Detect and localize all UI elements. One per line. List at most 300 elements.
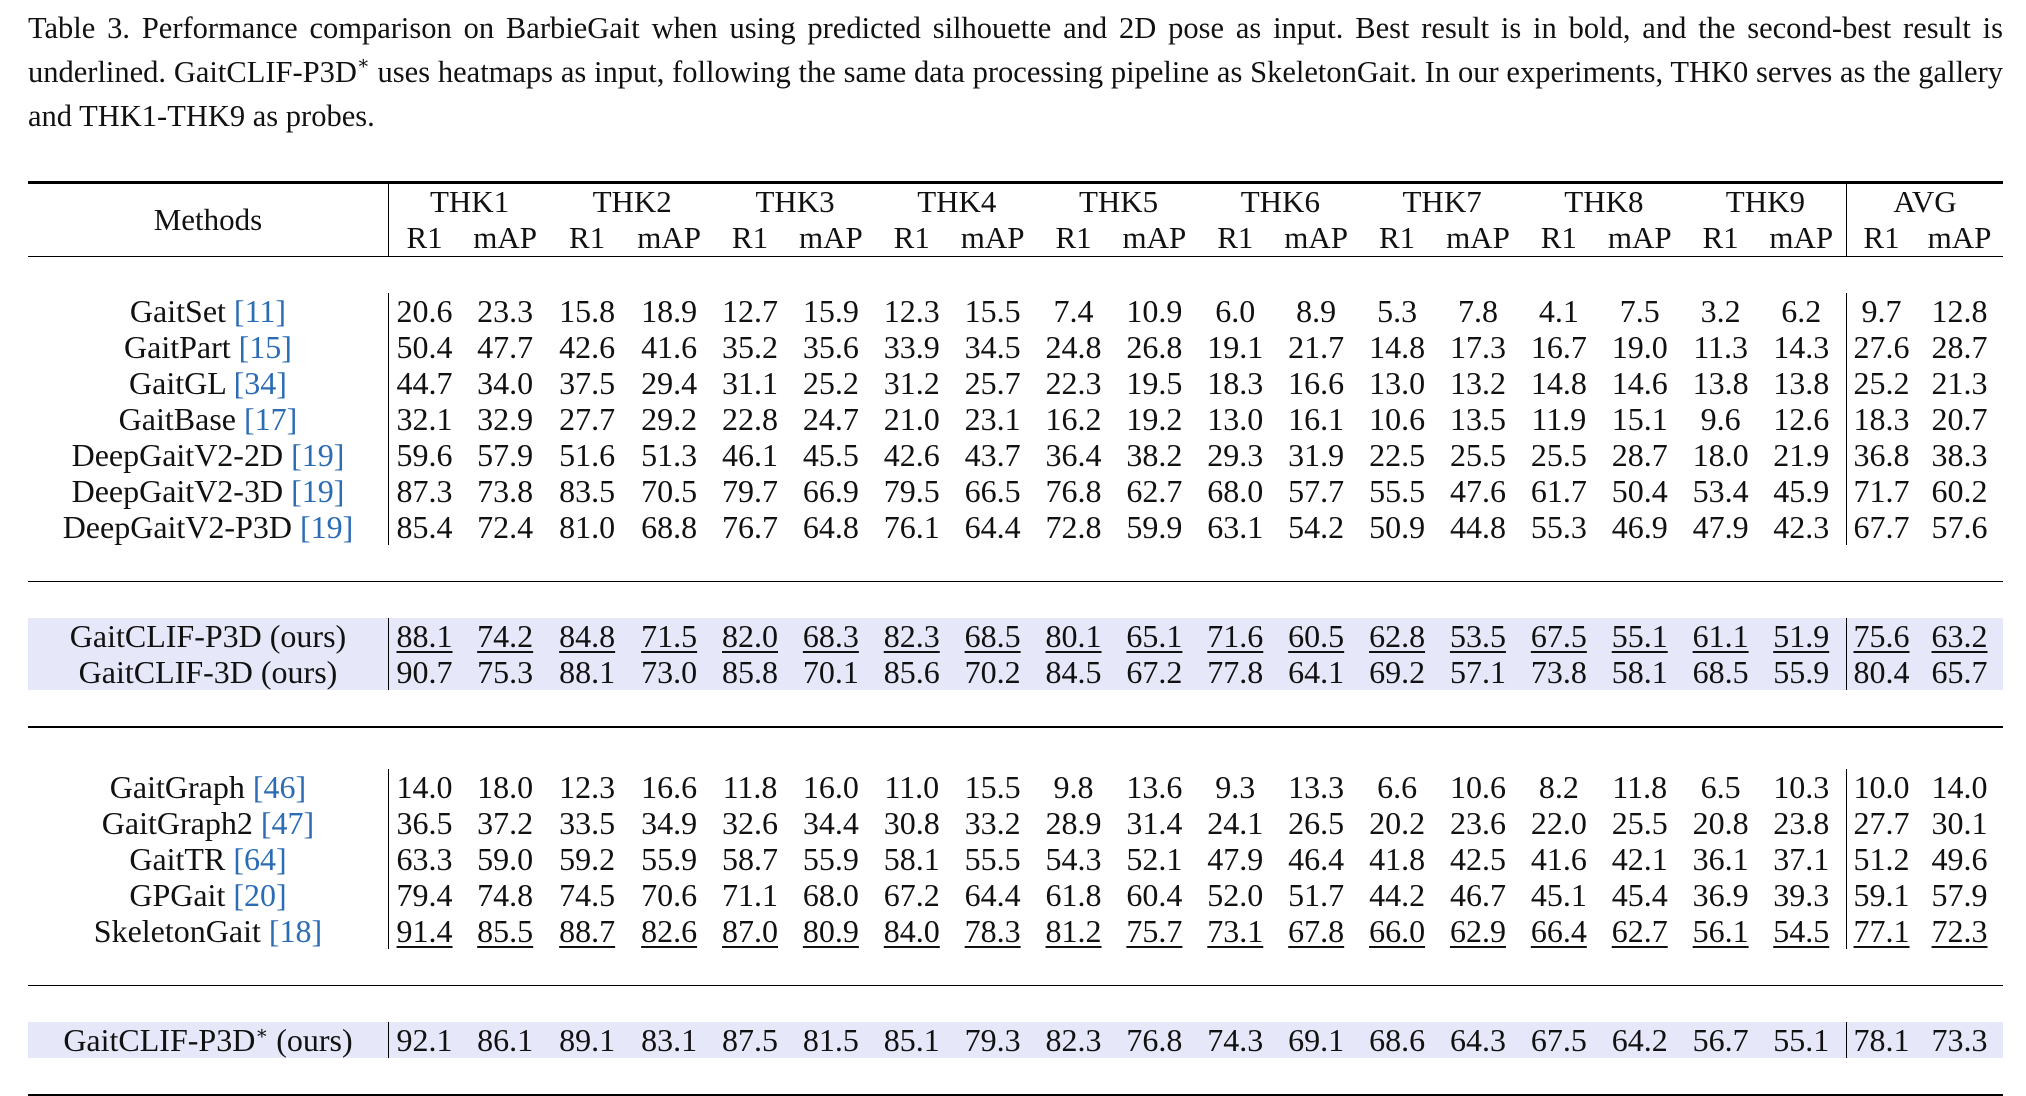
table-cell <box>876 805 948 841</box>
table-cell <box>388 913 460 949</box>
cell-value: 68.3 <box>802 618 859 654</box>
cell-value: 91.4 <box>396 913 453 949</box>
cell-value: 69.1 <box>1288 1022 1345 1058</box>
table-cell <box>1523 805 1595 841</box>
table-cell <box>460 769 550 805</box>
table-cell <box>1847 769 1916 805</box>
table-cell <box>1271 769 1361 805</box>
cell-value: 52.0 <box>1207 877 1264 913</box>
table-row <box>28 509 2003 545</box>
table-cell <box>1756 618 1846 654</box>
table-cell <box>1847 401 1916 437</box>
table-cell <box>1685 913 1757 949</box>
table-cell <box>1847 805 1916 841</box>
table-cell <box>1271 365 1361 401</box>
method-name <box>28 293 388 329</box>
table-header <box>28 183 2003 257</box>
table-cell <box>1038 401 1110 437</box>
row-spacer <box>28 690 2003 727</box>
cell-value: 67.7 <box>1853 509 1910 545</box>
cell-value: 70.1 <box>802 654 859 690</box>
cell-value: 68.0 <box>802 877 859 913</box>
table-cell <box>1916 805 2003 841</box>
table-cell <box>1595 1022 1685 1058</box>
table-cell <box>948 329 1038 365</box>
cell-value: 68.8 <box>641 509 698 545</box>
table-cell <box>1199 509 1271 545</box>
cell-value: 81.2 <box>1045 913 1102 949</box>
cell-value: 19.2 <box>1126 401 1183 437</box>
cell-value: 21.3 <box>1931 365 1988 401</box>
cell-value: 11.8 <box>1612 769 1668 805</box>
table-body <box>28 257 2003 1096</box>
cell-value: 21.0 <box>883 401 940 437</box>
table-cell <box>1038 877 1110 913</box>
method-label: GaitPart <box>124 329 239 365</box>
group-header-thk5: THK5 <box>1078 184 1159 219</box>
cell-value: 45.5 <box>802 437 859 473</box>
method-name <box>28 473 388 509</box>
cell-value: 55.9 <box>641 841 698 877</box>
table-cell <box>786 841 876 877</box>
cell-value: 62.9 <box>1449 913 1506 949</box>
cell-value: 68.5 <box>964 618 1021 654</box>
cell-value: 72.4 <box>477 509 534 545</box>
cell-value: 13.3 <box>1288 769 1345 805</box>
table-cell <box>1756 913 1846 949</box>
cell-value: 31.4 <box>1126 805 1183 841</box>
citation-link[interactable]: [19] <box>291 473 345 509</box>
cell-value: 23.6 <box>1449 805 1506 841</box>
table-cell <box>714 913 786 949</box>
table-cell <box>1109 365 1199 401</box>
cell-value: 18.3 <box>1207 365 1264 401</box>
row-spacer <box>28 733 2003 769</box>
table-cell <box>948 805 1038 841</box>
cell-value: 75.6 <box>1853 618 1910 654</box>
table-cell <box>1271 618 1361 654</box>
subheader-map: mAP <box>637 220 701 255</box>
cell-value: 67.5 <box>1530 1022 1587 1058</box>
table-cell <box>714 877 786 913</box>
table-cell <box>1361 877 1433 913</box>
cell-value: 32.1 <box>396 401 453 437</box>
citation-link[interactable]: [15] <box>238 329 292 365</box>
cell-value: 42.3 <box>1773 509 1830 545</box>
table-cell <box>1109 841 1199 877</box>
cell-value: 71.5 <box>641 618 698 654</box>
cell-value: 85.5 <box>477 913 534 949</box>
cell-value: 11.3 <box>1693 329 1748 365</box>
table-cell <box>550 473 624 509</box>
row-spacer <box>28 986 2003 1023</box>
table-cell <box>388 618 460 654</box>
row-spacer <box>28 545 2003 582</box>
citation-link[interactable]: [64] <box>233 841 287 877</box>
table-cell <box>550 437 624 473</box>
cell-value: 8.2 <box>1538 769 1579 805</box>
table-cell <box>624 293 714 329</box>
cell-value: 22.5 <box>1369 437 1426 473</box>
cell-value: 57.9 <box>1931 877 1988 913</box>
table-cell <box>1433 805 1523 841</box>
table-row <box>28 805 2003 841</box>
table-cell <box>550 805 624 841</box>
row-spacer <box>28 257 2003 294</box>
cell-value: 25.5 <box>1530 437 1587 473</box>
table-cell <box>1847 618 1916 654</box>
cell-value: 10.9 <box>1126 293 1183 329</box>
cell-value: 36.1 <box>1692 841 1749 877</box>
citation-link[interactable]: [18] <box>268 913 323 949</box>
cell-value: 67.5 <box>1530 618 1587 654</box>
cell-value: 17.3 <box>1449 329 1506 365</box>
subheader-map: mAP <box>1927 220 1992 255</box>
table-cell <box>460 913 550 949</box>
cell-value: 12.8 <box>1931 293 1988 329</box>
cell-value: 92.1 <box>396 1022 453 1058</box>
table-cell <box>1756 329 1846 365</box>
cell-value: 82.3 <box>1045 1022 1102 1058</box>
table-cell <box>876 473 948 509</box>
table-cell <box>1523 913 1595 949</box>
table-cell <box>1433 365 1523 401</box>
table-cell <box>1109 473 1199 509</box>
cell-value: 81.0 <box>559 509 616 545</box>
cell-value: 81.5 <box>802 1022 859 1058</box>
table-cell <box>1271 437 1361 473</box>
table-cell <box>1685 509 1757 545</box>
table-cell <box>1361 329 1433 365</box>
table-cell <box>1916 841 2003 877</box>
cell-value: 24.8 <box>1045 329 1102 365</box>
cell-value: 28.7 <box>1611 437 1668 473</box>
cell-value: 62.7 <box>1611 913 1668 949</box>
cell-value: 50.4 <box>1611 473 1668 509</box>
table-cell <box>948 841 1038 877</box>
method-label: GaitTR <box>129 841 234 877</box>
table-cell <box>714 769 786 805</box>
cell-value: 19.1 <box>1207 329 1264 365</box>
cell-value: 42.1 <box>1611 841 1668 877</box>
citation-link[interactable]: [46] <box>252 769 307 805</box>
table-cell <box>1847 913 1916 949</box>
cell-value: 72.8 <box>1045 509 1102 545</box>
table-cell <box>1271 473 1361 509</box>
method-name <box>28 841 388 877</box>
citation-link[interactable]: [34] <box>233 365 287 401</box>
cell-value: 6.2 <box>1781 293 1822 329</box>
table-cell <box>1595 365 1685 401</box>
cell-value: 66.5 <box>964 473 1021 509</box>
cell-value: 67.2 <box>1126 654 1183 690</box>
table-cell <box>1523 1022 1595 1058</box>
cell-value: 76.8 <box>1126 1022 1183 1058</box>
citation-link[interactable]: [20] <box>233 877 287 913</box>
table-cell <box>1361 618 1433 654</box>
table-cell <box>1523 509 1595 545</box>
table-row <box>28 877 2003 913</box>
cell-value: 58.1 <box>1611 654 1668 690</box>
table-cell <box>460 841 550 877</box>
cell-value: 28.7 <box>1931 329 1988 365</box>
table-cell <box>876 841 948 877</box>
table-cell <box>460 437 550 473</box>
cell-value: 34.9 <box>641 805 698 841</box>
cell-value: 20.6 <box>396 293 453 329</box>
table-cell <box>1595 401 1685 437</box>
table-cell <box>1847 654 1916 690</box>
table-cell <box>1523 654 1595 690</box>
table-cell <box>1847 841 1916 877</box>
cell-value: 18.3 <box>1853 401 1910 437</box>
methods-header: Methods <box>153 202 263 237</box>
table-cell <box>388 841 460 877</box>
table-cell <box>550 401 624 437</box>
table-cell <box>624 841 714 877</box>
table-row <box>28 841 2003 877</box>
subheader-r1: R1 <box>569 220 606 255</box>
cell-value: 11.8 <box>722 769 778 805</box>
cell-value: 83.1 <box>641 1022 698 1058</box>
cell-value: 84.0 <box>883 913 940 949</box>
cell-value: 15.5 <box>964 293 1021 329</box>
table-cell <box>1595 473 1685 509</box>
group-header-thk6: THK6 <box>1240 184 1320 219</box>
table-cell <box>1595 329 1685 365</box>
table-cell <box>1199 805 1271 841</box>
table-cell <box>388 365 460 401</box>
table-cell <box>1109 805 1199 841</box>
table-cell <box>948 654 1038 690</box>
cell-value: 59.2 <box>559 841 616 877</box>
table-cell <box>1361 913 1433 949</box>
table-cell <box>1199 841 1271 877</box>
method-name <box>28 654 388 690</box>
cell-value: 8.9 <box>1296 293 1337 329</box>
table-cell <box>786 805 876 841</box>
cell-value: 18.9 <box>641 293 698 329</box>
cell-value: 31.9 <box>1288 437 1345 473</box>
table-cell <box>1523 877 1595 913</box>
subheader-r1: R1 <box>893 220 930 255</box>
table-cell <box>1685 293 1757 329</box>
cell-value: 65.1 <box>1126 618 1183 654</box>
table-cell <box>1109 437 1199 473</box>
table-cell <box>1595 841 1685 877</box>
cell-value: 74.8 <box>477 877 534 913</box>
cell-value: 74.3 <box>1207 1022 1264 1058</box>
table-cell <box>460 365 550 401</box>
cell-value: 52.1 <box>1126 841 1183 877</box>
cell-value: 19.0 <box>1611 329 1668 365</box>
cell-value: 14.0 <box>396 769 453 805</box>
table-row <box>28 437 2003 473</box>
table-cell <box>1271 329 1361 365</box>
cell-value: 44.7 <box>396 365 453 401</box>
cell-value: 51.2 <box>1853 841 1910 877</box>
method-label: GaitCLIF-3D (ours) <box>78 654 338 690</box>
subheader-r1: R1 <box>388 220 460 257</box>
cell-value: 73.0 <box>641 654 698 690</box>
table-cell <box>460 1022 550 1058</box>
method-name <box>28 805 388 841</box>
table-cell <box>1523 293 1595 329</box>
cell-value: 12.7 <box>722 293 778 329</box>
cell-value: 37.1 <box>1773 841 1830 877</box>
cell-value: 13.8 <box>1773 365 1830 401</box>
cell-value: 55.9 <box>1773 654 1830 690</box>
citation-link[interactable]: [19] <box>291 437 345 473</box>
cell-value: 61.1 <box>1692 618 1749 654</box>
table-cell <box>876 437 948 473</box>
cell-value: 11.0 <box>884 769 940 805</box>
cell-value: 27.7 <box>1853 805 1910 841</box>
group-header-thk3: THK3 <box>755 184 835 219</box>
method-label: DeepGaitV2-3D <box>71 473 292 509</box>
table-cell <box>1916 365 2003 401</box>
table-cell <box>1361 293 1433 329</box>
table-cell <box>1271 293 1361 329</box>
table-cell <box>714 401 786 437</box>
cell-value: 6.0 <box>1215 293 1256 329</box>
cell-value: 37.5 <box>559 365 616 401</box>
cell-value: 11.9 <box>1531 401 1587 437</box>
cell-value: 85.8 <box>722 654 778 690</box>
table-cell <box>714 509 786 545</box>
cell-value: 76.1 <box>883 509 940 545</box>
table-row <box>28 329 2003 365</box>
cell-value: 30.8 <box>883 805 940 841</box>
group-header-thk2: THK2 <box>592 184 672 219</box>
subheader-map: mAP <box>960 220 1025 255</box>
cell-value: 38.3 <box>1931 437 1988 473</box>
citation-link[interactable]: [17] <box>243 401 298 437</box>
table-cell <box>624 365 714 401</box>
cell-value: 80.9 <box>802 913 859 949</box>
cell-value: 59.9 <box>1126 509 1183 545</box>
table-cell <box>624 769 714 805</box>
table-cell <box>1685 877 1757 913</box>
cell-value: 73.3 <box>1931 1022 1988 1058</box>
table-cell <box>550 654 624 690</box>
cell-value: 63.2 <box>1931 618 1988 654</box>
table-cell <box>1916 473 2003 509</box>
cell-value: 9.3 <box>1215 769 1256 805</box>
table-cell <box>1038 329 1110 365</box>
cell-value: 14.6 <box>1611 365 1668 401</box>
table-cell <box>1916 1022 2003 1058</box>
cell-value: 88.1 <box>396 618 453 654</box>
subheader-map: mAP <box>1607 220 1672 255</box>
cell-value: 64.4 <box>964 877 1021 913</box>
cell-value: 84.8 <box>559 618 616 654</box>
table-cell <box>550 293 624 329</box>
cell-value: 3.2 <box>1700 293 1741 329</box>
table-cell <box>1595 654 1685 690</box>
table-cell <box>1271 401 1361 437</box>
cell-value: 12.3 <box>559 769 616 805</box>
table-cell <box>1199 329 1271 365</box>
cell-value: 75.3 <box>477 654 534 690</box>
row-spacer <box>28 949 2003 986</box>
cell-value: 50.4 <box>396 329 453 365</box>
table-cell <box>714 293 786 329</box>
table-cell <box>1361 654 1433 690</box>
row-spacer <box>28 1058 2003 1095</box>
table-cell <box>876 618 948 654</box>
cell-value: 88.7 <box>559 913 616 949</box>
citation-link[interactable]: [47] <box>260 805 315 841</box>
subheader-r1: R1 <box>1847 220 1916 257</box>
cell-value: 22.3 <box>1045 365 1102 401</box>
cell-value: 79.3 <box>964 1022 1021 1058</box>
table-cell <box>1523 401 1595 437</box>
table-cell <box>876 509 948 545</box>
cell-value: 69.2 <box>1369 654 1426 690</box>
cell-value: 7.5 <box>1619 293 1660 329</box>
table-cell <box>1595 877 1685 913</box>
table-cell <box>1361 473 1433 509</box>
cell-value: 14.3 <box>1773 329 1830 365</box>
cell-value: 22.8 <box>722 401 778 437</box>
table-cell <box>1271 841 1361 877</box>
table-cell <box>1523 769 1595 805</box>
subheader-map: mAP <box>1284 220 1349 255</box>
table-cell <box>624 805 714 841</box>
cell-value: 4.1 <box>1538 293 1579 329</box>
cell-value: 59.6 <box>396 437 453 473</box>
table-cell <box>786 1022 876 1058</box>
table-cell <box>388 509 460 545</box>
citation-link[interactable]: [19] <box>299 509 354 545</box>
cell-value: 34.5 <box>964 329 1021 365</box>
method-label: GaitCLIF-P3D (ours) <box>69 618 347 654</box>
cell-value: 32.9 <box>477 401 534 437</box>
cell-value: 84.5 <box>1045 654 1102 690</box>
table-cell <box>1847 437 1916 473</box>
table-cell <box>1916 437 2003 473</box>
cell-value: 83.5 <box>559 473 616 509</box>
table-cell <box>1916 618 2003 654</box>
cell-value: 21.9 <box>1773 437 1830 473</box>
group-header-thk7: THK7 <box>1402 184 1482 219</box>
table-cell <box>1847 509 1916 545</box>
cell-value: 60.4 <box>1126 877 1183 913</box>
method-name <box>28 913 388 949</box>
cell-value: 86.1 <box>477 1022 534 1058</box>
cell-value: 35.6 <box>802 329 859 365</box>
table-cell <box>1199 618 1271 654</box>
table-cell <box>1595 437 1685 473</box>
subheader-map: mAP <box>1769 220 1834 255</box>
table-cell <box>1523 841 1595 877</box>
method-label: GaitSet <box>129 293 234 329</box>
citation-link[interactable]: [11] <box>233 293 287 329</box>
table-cell <box>1916 401 2003 437</box>
cell-value: 16.2 <box>1045 401 1102 437</box>
cell-value: 54.2 <box>1288 509 1345 545</box>
table-cell <box>1756 401 1846 437</box>
table-cell <box>1685 841 1757 877</box>
table-cell <box>1756 805 1846 841</box>
table-cell <box>1109 1022 1199 1058</box>
cell-value: 72.3 <box>1931 913 1988 949</box>
table-cell <box>624 877 714 913</box>
cell-value: 73.8 <box>1530 654 1587 690</box>
method-label: DeepGaitV2-2D <box>71 437 292 473</box>
table-cell <box>388 805 460 841</box>
